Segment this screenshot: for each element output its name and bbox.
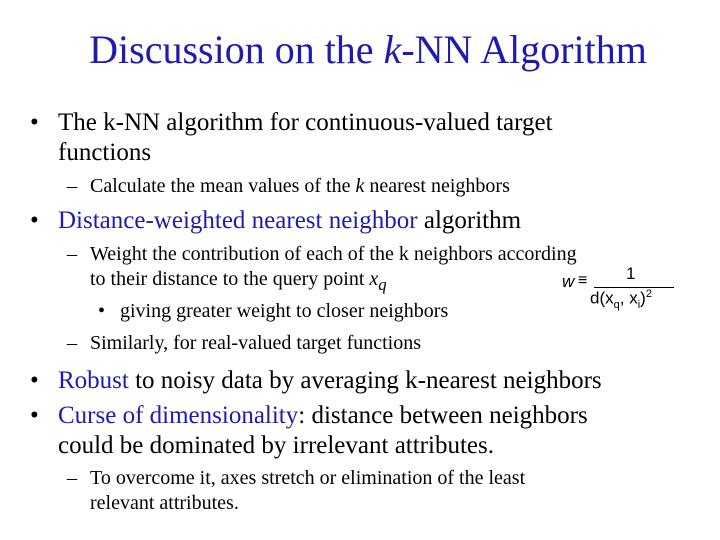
bullet-4-sub-1-text: To overcome it, axes stretch or elimination of the least <box>90 467 526 489</box>
formula-equiv: ≡ <box>578 272 588 289</box>
bullet-2-highlight: Distance-weighted nearest neighbor <box>58 207 418 234</box>
bullet-dot: • <box>30 207 39 234</box>
bullet-dot: • <box>30 109 39 136</box>
formula-numerator: 1 <box>626 264 636 283</box>
bullet-3-text: Robust to noisy data by averaging k-nearest neighbors <box>58 367 602 394</box>
formula-denominator: $d(x_q$, $x_i)^2$ <box>590 288 652 312</box>
slide-title <box>0 26 720 73</box>
bullet-4-sub-1-text-line2: relevant attributes. <box>90 492 239 514</box>
weight-formula <box>560 262 675 322</box>
sub-dash: – <box>67 467 77 489</box>
title-italic-k: k <box>383 27 402 72</box>
bullet-4-text-line2: could be dominated by irrelevant attributes. <box>58 432 494 459</box>
bullet-4-highlight: Curse of dimensionality <box>58 402 299 429</box>
bullet-3-highlight: Robust <box>58 367 129 394</box>
bullet-2-sub-1-text-line2: to their distance to the query point $x_q$ <box>90 268 387 294</box>
bullet-2-text: Distance-weighted nearest neighbor algorithm <box>58 207 522 234</box>
bullet-1-text: The k-NN algorithm for continuous-valued target <box>58 109 553 136</box>
title-prefix: Discussion on the <box>89 27 384 72</box>
title-suffix: -NN Algorithm <box>401 27 647 72</box>
sub-dash: – <box>67 332 77 354</box>
bullet-dot: • <box>30 402 39 429</box>
bullet-1-sub-1-text: Calculate the mean values of the k nearest neighbors <box>90 175 510 197</box>
bullet-2-subsub-text: giving greater weight to closer neighbors <box>120 300 449 322</box>
sub-dash: – <box>67 243 77 265</box>
bullet-dot: • <box>30 367 39 394</box>
bullet-1-text-line2: functions <box>58 139 152 166</box>
bullet-2-sub-2-text: Similarly, for real-valued target functions <box>90 332 422 354</box>
bullet-2-sub-1-text: Weight the contribution of each of the k neighbors according <box>90 243 577 265</box>
sub-dash: – <box>67 175 77 197</box>
bullet-dot: • <box>98 300 106 322</box>
formula-w: w <box>562 272 575 291</box>
bullet-4-text: Curse of dimensionality: distance between neighbors <box>58 402 588 429</box>
